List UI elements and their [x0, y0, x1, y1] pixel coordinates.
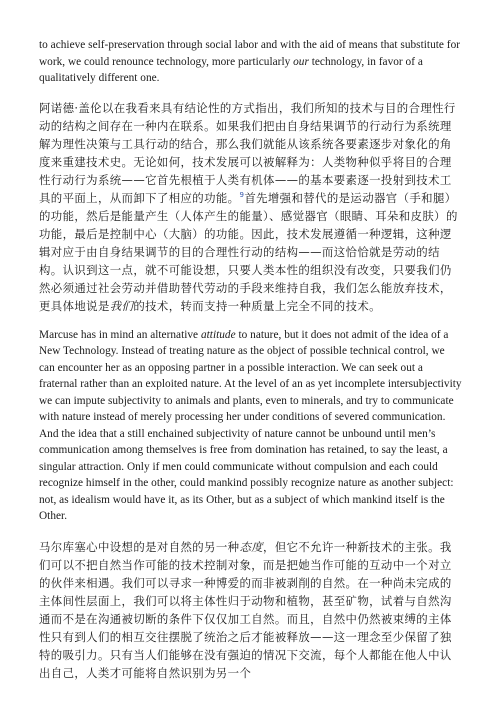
- p3-emphasis: attitude: [200, 328, 236, 341]
- chinese-paragraph-2: [39, 538, 462, 682]
- p4-text-b: ，但它不允许一种新技术的主张。我们可以不把自然当作可能的技术控制对象，而是把她当作可能的互动中一个对立的伙伴来相遇。我们可以寻求一种博爱的而非被剥削的自然。在一种尚未完成的主体间性层面上，我们可以将主体性归于动物和植物，甚至矿物，试着与自然沟通而不是在沟通被切断的条件下仅仅加工自然。而且，自然中仍然被束缚的主体性只有到人们的相互交往摆脱了统治之后才能被释放——这一理念至少保留了独特的吸引力。只有当人们能够在没有强迫的情况下交流，每个人都能在他人中认出自己，人类才可能将自然识别为另一个: [39, 539, 452, 680]
- p2-text-b: 首先增强和替代的是运动器官（手和腿）的功能，然后是能量产生（人体产生的能量）、感觉器官（眼睛、耳朵和皮肤）的功能，最后是控制中心（大脑）的功能。因此，技术发展遵循一种逻辑，这种逻辑对应于由自身结果调节的目的合理性行动的结构——而这恰恰就是劳动的结构。认识到这一点，就不可能设想，只要人类本性的组织没有改变，只要我们仍然必须通过社会劳动并借助替代劳动的手段来维持自我，我们怎么能放弃技术，更具体地说是: [39, 190, 458, 313]
- p1-text-a: to achieve self-preservation through social labor and with the aid of means that substitute for work, we could renounce technology, more particularly: [39, 39, 461, 68]
- footnote-marker-9[interactable]: 9: [239, 190, 245, 199]
- p2-text-a: 阿诺德·盖伦以在我看来具有结论性的方式指出，我们所知的技术与目的合理性行动的结构之间存在一种内在联系。如果我们把由自身结果调节的行动行为系统理解为理性决策与工具行动的结合，那么我们就能从该系统各要素逐步对象化的角度来重建技术史。无论如何，技术发展可以被解释为：人类物种似乎将目的合理性行动行为系统——它首先根植于人类有机体——的基本要素逐一投射到技术工具的平面上，从而卸下了相应的功能。: [39, 100, 456, 205]
- p2-emphasis: 我们: [109, 298, 134, 313]
- p4-emphasis: 态度: [239, 539, 264, 554]
- p3-text-a: Marcuse has in mind an alternative: [39, 328, 201, 341]
- p4-text-a: 马尔库塞心中设想的是对自然的另一种: [39, 539, 240, 554]
- p2-text-c: 的技术，转而支持一种质量上完全不同的技术。: [133, 298, 381, 313]
- english-paragraph-2: [39, 327, 462, 525]
- p1-emphasis: our: [293, 55, 309, 68]
- p3-text-b: to nature, but it does not admit of the idea of a New Technology. Instead of treating nature as the object of possible technical control, we can encounter her as an opposing partner in a possible interaction. We can seek out a fraternal rather than an exploited nature. At the level of an as yet incomplete intersubjectivity we can impute subjectivity to animals and plants, even to minerals, and try to communicate with nature instead of merely processing her under conditions of severed communication. And the idea that a still enchained subjectivity of nature cannot be unbound until men’s communication among themselves is free from domination has retained, to say the least, a singular attraction. Only if men could communicate without compulsion and each could recognize himself in the other, could mankind possibly recognize nature as another subject: not, as idealism would have it, as its Other, but as a subject of which mankind itself is the Other.: [39, 328, 462, 522]
- p1-text-b: technology, in favor of a qualitatively different one.: [39, 55, 423, 84]
- english-paragraph-1: [39, 37, 462, 87]
- chinese-paragraph-1: [39, 99, 462, 315]
